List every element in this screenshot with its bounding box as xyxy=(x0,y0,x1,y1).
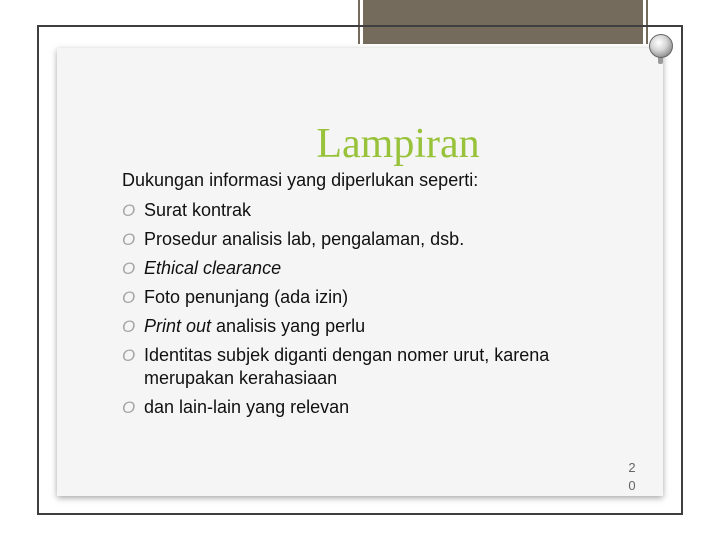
list-item-italic-text: Ethical clearance xyxy=(144,258,282,278)
list-item-text: analisis yang perlu xyxy=(211,316,366,336)
bullet-icon: O xyxy=(122,259,136,278)
bullet-icon: O xyxy=(122,398,136,417)
list-item xyxy=(122,199,564,222)
slide-intro-text: Dukungan informasi yang diperlukan seperti: xyxy=(122,170,479,190)
bullet-icon: O xyxy=(122,201,136,220)
list-item-text: dan lain-lain yang relevan xyxy=(144,397,350,417)
bullet-icon: O xyxy=(122,230,136,249)
bullet-icon: O xyxy=(122,317,136,336)
list-item xyxy=(122,396,564,419)
page-number xyxy=(626,459,638,495)
list-item xyxy=(122,315,564,338)
pushpin-icon xyxy=(649,34,673,58)
list-item xyxy=(122,286,564,309)
list-item-italic-text: Print out xyxy=(144,316,212,336)
list-item xyxy=(122,344,564,390)
page-number-digit: 2 xyxy=(628,460,636,475)
list-item xyxy=(122,228,564,251)
list-item xyxy=(122,257,564,280)
list-item-text: Foto penunjang (ada izin) xyxy=(144,287,349,307)
list-item-text: Surat kontrak xyxy=(144,200,252,220)
page-number-digit: 0 xyxy=(628,478,636,493)
slide-title: Lampiran xyxy=(316,121,480,167)
bullet-icon: O xyxy=(122,346,136,365)
list-item-text: Prosedur analisis lab, pengalaman, dsb. xyxy=(144,229,465,249)
bullet-list xyxy=(122,199,564,425)
bullet-icon: O xyxy=(122,288,136,307)
list-item-text: Identitas subjek diganti dengan nomer urut, karena merupakan kerahasiaan xyxy=(144,345,550,388)
